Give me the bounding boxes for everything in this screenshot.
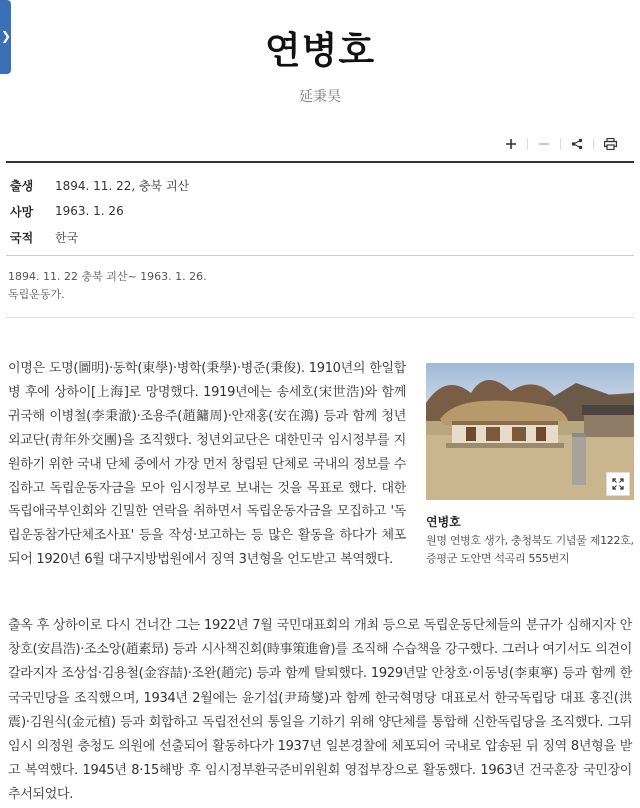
info-row-birth	[10, 172, 610, 198]
info-table	[10, 172, 610, 250]
printer-icon	[604, 138, 617, 150]
figure-title: 연병호	[426, 515, 461, 529]
chevron-right-icon: ❯	[1, 29, 12, 43]
minus-icon	[538, 138, 550, 150]
info-label: 출생	[10, 178, 34, 193]
summary-dates: 1894. 11. 22 충북 괴산~ 1963. 1. 26.	[8, 270, 207, 283]
toolbar	[495, 136, 626, 152]
zoom-in-button[interactable]	[495, 136, 527, 152]
figure-caption: 원명 연병호 생가, 충청북도 기념물 제122호, 증평군 도안면 석곡리 555번지	[426, 534, 634, 565]
print-button[interactable]	[594, 136, 626, 152]
zoom-out-button[interactable]	[528, 136, 560, 152]
expand-icon	[612, 478, 624, 490]
house-photo	[426, 363, 634, 500]
plus-icon	[505, 138, 517, 150]
info-row-death	[10, 198, 610, 224]
info-value: 1963. 1. 26	[55, 204, 124, 218]
body-paragraph-1: 이명은 도명(圖明)·동학(東學)·병학(秉學)·병준(秉俊). 1910년의 한일합병 후에 상하이[上海]로 망명했다. 1919년에는 송세호(宋世浩)와 함께 귀국해 이병철(李秉澈)·조용주(趙鏞周)·안재홍(安在鴻) 등과 함께 청년외교단(靑年外交團)을 조직했다. 청년외교단은 대한민국 임시정부를 지원하기 위한 국내 단체 중에서 가장 먼저 창립된 단체로 국내의 정보를 수집하고 독립운동자금을 모아 임시정부로 보내는 것을 목표로 했다. 대한독립애국부인회와 긴밀한 연락을 취하면서 독립운동자금을 모집하고 '독립운동참가단체조사표' 등을 작성·보고하는 등 많은 활동을 하다가 체포되어 1920년 6월 대구지방법원에서 징역 3년형을 언도받고 복역했다.	[8, 361, 406, 568]
header-divider	[6, 161, 634, 163]
page-subtitle-hanja: 延秉昊	[299, 89, 341, 105]
info-divider	[6, 255, 634, 256]
info-value: 한국	[55, 230, 79, 245]
share-button[interactable]	[561, 136, 593, 152]
summary-occupation: 독립운동가.	[8, 288, 65, 301]
page-title: 연병호	[264, 29, 376, 72]
body-paragraph-2: 출옥 후 상하이로 다시 건너간 그는 1922년 7월 국민대표회의 개최 등으로 독립운동단체들의 분규가 심해지자 안창호(安昌浩)·조소앙(趙素昻) 등과 시사책진회(時事策進會)를 조직해 수습책을 강구했다. 그러나 여기서도 의견이 갈라지자 조상섭·김용철(金容喆)·조완(趙完) 등과 함께 탈퇴했다. 1929년말 안창호·이동녕(李東寧) 등과 함께 한국국민당을 조직했으며, 1934년 2월에는 윤기섭(尹琦燮)과 함께 한국혁명당 대표로서 한국독립당 대표 홍진(洪震)·김원식(金元植) 등과 회합하고 독립전선의 통일을 기하기 위해 양단체를 통합해 신한독립당을 조직했다. 그뒤 임시 의정원 충청도 의원에 선출되어 활동하다가 1937년 일본경찰에 체포되어 국내로 압송된 뒤 징역 8년형을 받고 복역했다. 1945년 8·15해방 후 임시정부환국준비위원회 영접부장으로 활동했다. 1963년 건국훈장 국민장이 추서되었다.	[8, 618, 632, 803]
expand-image-button[interactable]	[606, 472, 630, 496]
summary-divider	[6, 317, 634, 318]
share-icon	[571, 138, 583, 150]
info-row-nationality	[10, 224, 610, 250]
figure-image[interactable]	[426, 363, 634, 500]
info-value: 1894. 11. 22, 충북 괴산	[55, 178, 190, 193]
summary	[8, 268, 207, 304]
info-label: 국적	[10, 230, 34, 245]
info-label: 사망	[10, 204, 34, 219]
